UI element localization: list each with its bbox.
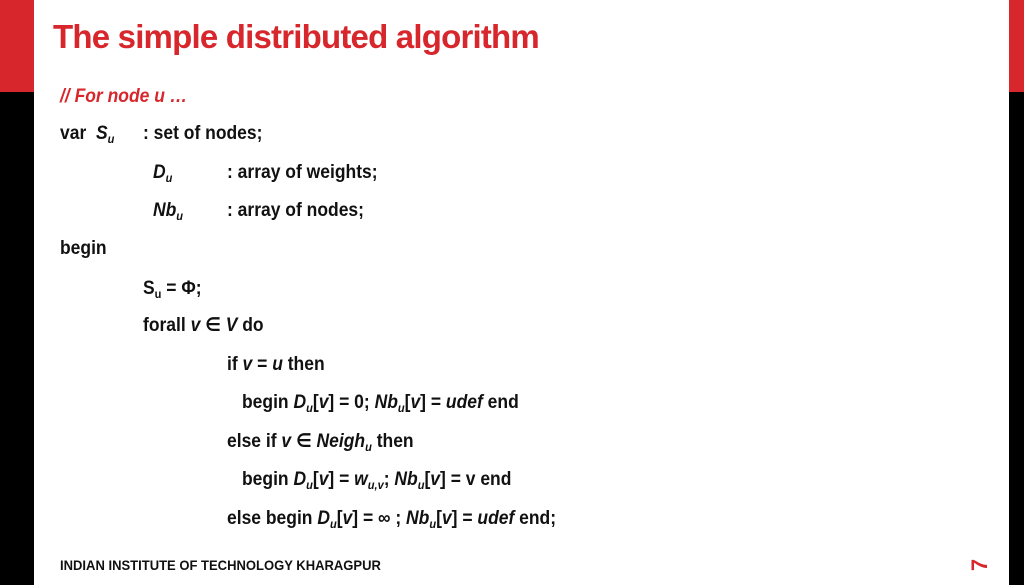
code-line-d-decl (153, 161, 172, 185)
code-line-neighbor-assign: begin $D_u[v] = w_{u,v}$; $Nb_u[v] = v$ end (242, 469, 512, 492)
code-s-description: : set of nodes; (143, 123, 263, 144)
code-line-self-assign: begin $D_u[v] = 0$; $Nb_u[v]$ = udef end (242, 392, 519, 415)
code-line-var (60, 122, 114, 146)
code-line-init (143, 277, 202, 301)
d-symbol: D (153, 162, 166, 183)
nb-subscript: u (176, 209, 184, 223)
right-accent-bar-red (1009, 0, 1024, 92)
init-subscript: u (154, 287, 162, 301)
code-nb-description: : array of nodes; (227, 200, 364, 221)
left-accent-bar-black (0, 92, 34, 585)
init-lhs: S (143, 278, 155, 299)
left-accent-bar-red (0, 0, 34, 92)
code-d-description: : array of weights; (227, 162, 378, 183)
code-line-else-if: else if v ∈ Neigh$_u$ then (227, 431, 414, 454)
slide-title: The simple distributed algorithm (53, 18, 539, 55)
institution-footer: INDIAN INSTITUTE OF TECHNOLOGY KHARAGPUR (60, 557, 381, 573)
code-line-else-assign: else begin $D_u[v]$ = ∞ ; $Nb_u[v]$ = udef end; (227, 508, 557, 531)
init-rhs: = Φ; (161, 278, 202, 299)
s-subscript: u (107, 132, 115, 146)
code-line-if: if v = u then (227, 354, 325, 375)
var-keyword: var (60, 123, 87, 144)
nb-symbol: Nb (153, 200, 177, 221)
d-subscript: u (165, 171, 173, 185)
code-comment: // For node u … (60, 86, 188, 107)
code-line-forall: forall v ∈ V do (143, 315, 264, 336)
s-symbol: S (95, 123, 108, 144)
right-accent-bar-black (1009, 92, 1024, 585)
code-line-nb-decl (153, 199, 183, 223)
code-line-begin: begin (60, 238, 107, 259)
page-number: 7 (967, 558, 993, 572)
